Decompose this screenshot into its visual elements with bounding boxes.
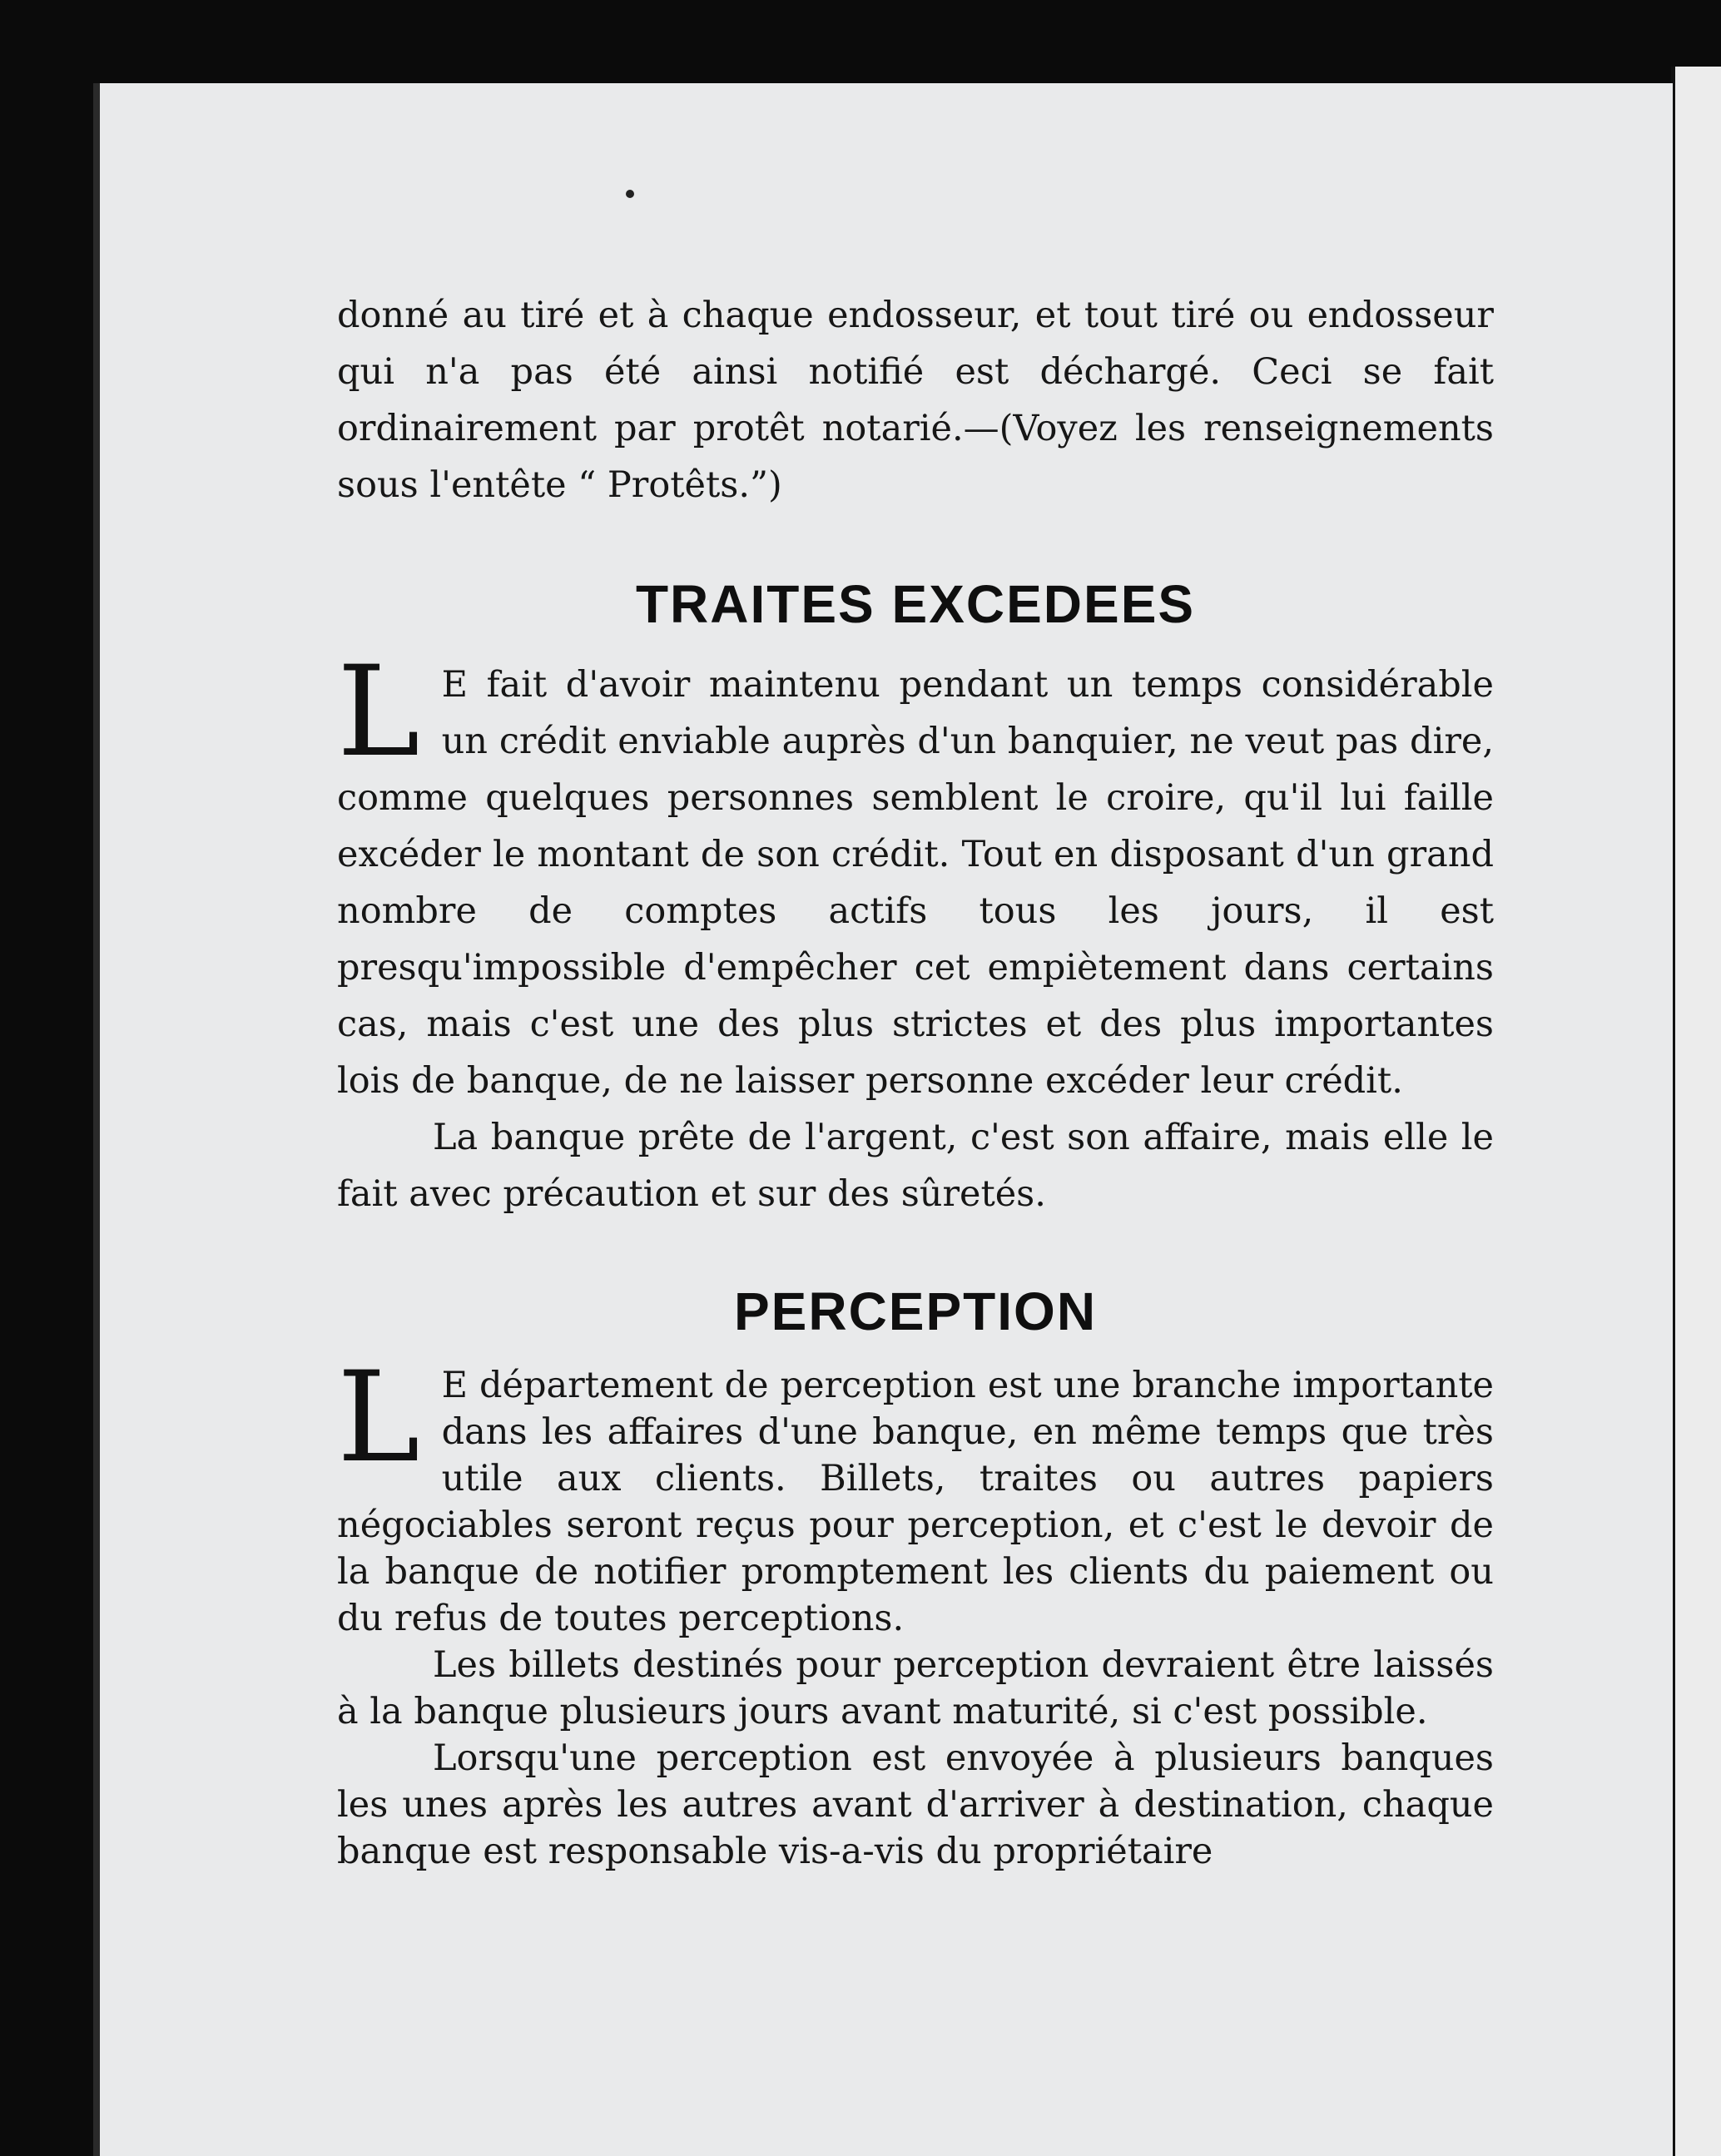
section1-paragraph-2: La banque prête de l'argent, c'est son affaire, mais elle le fait avec précaution et sur des sûretés. <box>337 1117 1494 1215</box>
section2-paragraph-2: Les billets destinés pour perception devraient être laissés à la banque plusieurs jours avant maturité, si c'est possible. <box>337 1644 1494 1732</box>
section2-paragraph-1-text: E département de perception est une branche importante dans les affaires d'une banque, en même temps que très utile aux clients. Billets, traites ou autres papiers négociables seront reçus pour perception, et c'est le devoir de la banque de notifier promptement les clients du paiement ou du refus de toutes perceptions. <box>337 1365 1494 1639</box>
section2-paragraph-1 <box>337 1346 1494 1642</box>
section1-paragraph-1-text: E fait d'avoir maintenu pendant un temps considérable un crédit enviable auprès d'un banquier, ne veut pas dire, comme quelques personnes semblent le croire, qu'il lui faille excéder le montant de son crédit. Tout en disposant d'un grand nombre de comptes actifs tous les jours, il est presqu'impossible d'empêcher cet empiètement dans certains cas, mais c'est une des plus strictes et des plus importantes lois de banque, de ne laisser personne excéder leur crédit. <box>337 664 1494 1102</box>
drop-cap: L <box>337 1346 420 1490</box>
drop-cap: L <box>337 640 420 785</box>
intro-paragraph: donné au tiré et à chaque endosseur, et tout tiré ou endosseur qui n'a pas été ainsi notifié est déchargé. Ceci se fait ordinairement par protêt notarié.—(Voyez les renseignements sous l'entête “ Protêts.”) <box>337 295 1494 506</box>
section1-paragraph-1 <box>337 640 1494 1109</box>
adjacent-page-edge <box>1671 67 1721 2156</box>
ink-dot <box>626 190 634 198</box>
section-heading-traites-excedees: TRAITES EXCEDEES <box>635 574 1196 634</box>
section2-paragraph-3: Lorsqu'une perception est envoyée à plusieurs banques les unes après les autres avant d'arriver à destination, chaque banque est responsable vis-a-vis du propriétaire <box>337 1737 1494 1872</box>
page-content <box>337 287 1494 1875</box>
section-heading-perception: PERCEPTION <box>733 1281 1098 1341</box>
